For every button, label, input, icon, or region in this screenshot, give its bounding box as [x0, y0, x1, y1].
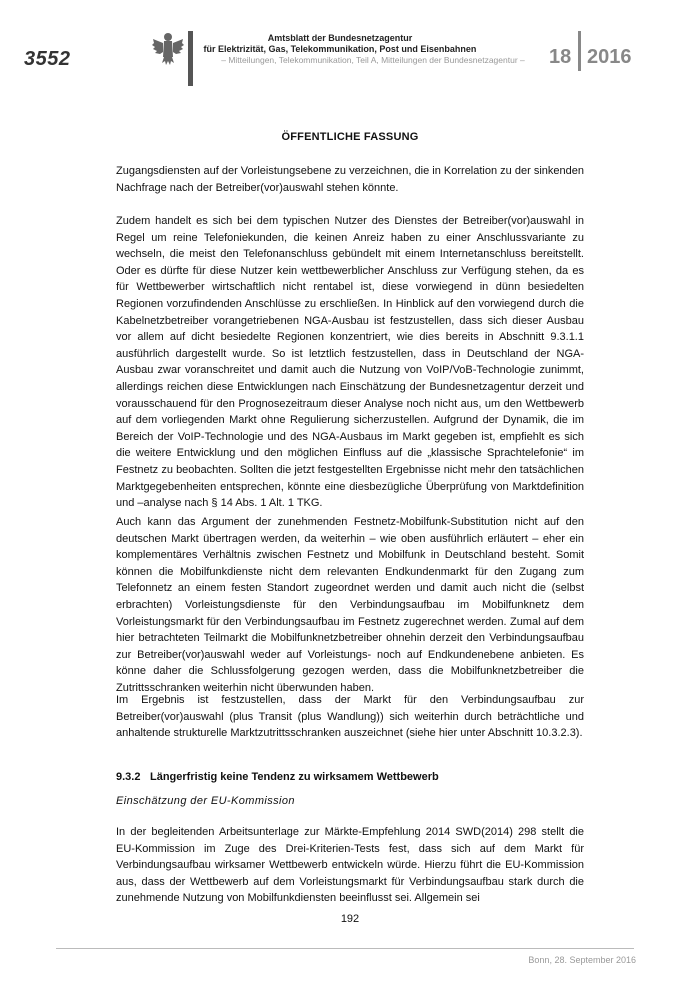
issue-year: 2016: [587, 46, 632, 68]
paragraph: In der begleitenden Arbeitsunterlage zur Märkte-Empfehlung 2014 SWD(2014) 298 stellt die EU-Kommission im Zuge des Drei-Kriterien-Tests fest, dass sich auf dem Markt für Verbindungsaufbau wirksamer Wettbewerb entwickeln würde. Hierzu führt die EU-Kommission aus, dass der Wettbewerb auf dem Vorleistungsmarkt für Verbindungsaufbau stark durch die zunehmende Nutzung von Mobilfunkdiensten beeinflusst sei. Allgemein sei: [116, 826, 584, 905]
section-number: 9.3.2: [116, 771, 141, 783]
subsection-heading: Einschätzung der EU-Kommission: [116, 795, 295, 807]
header-divider: [188, 31, 193, 86]
section-title: Längerfristig keine Tendenz zu wirksamem Wettbewerb: [150, 771, 439, 783]
document-heading: ÖFFENTLICHE FASSUNG: [281, 131, 419, 143]
publication-section: – Mitteilungen, Telekommunikation, Teil A, Mitteilungen der Bundesnetzagentur –: [221, 55, 525, 65]
paragraph: Im Ergebnis ist festzustellen, dass der Markt für den Verbindungsaufbau zur Betreiber(vor)auswahl (plus Transit (plus Wandlung)) sich weiterhin durch beträchtliche und anhaltende strukturelle Marktzutrittsschranken auszeichnet (siehe hier unter Abschnitt 10.3.2.3).: [116, 694, 584, 740]
footer-date: Bonn, 28. September 2016: [528, 955, 636, 965]
footer-page-number: 192: [340, 913, 360, 925]
page-number: 3552: [24, 48, 71, 70]
issue-number: 18: [549, 46, 572, 68]
federal-eagle-icon: [150, 30, 186, 68]
issue-divider: [578, 31, 581, 71]
section-heading: [116, 771, 439, 783]
publication-title: Amtsblatt der Bundesnetzagentur: [267, 33, 413, 43]
publication-subtitle: für Elektrizität, Gas, Telekommunikation, Post und Eisenbahnen: [203, 44, 477, 54]
paragraph: Auch kann das Argument der zunehmenden Festnetz-Mobilfunk-Substitution nicht auf den deutschen Markt übertragen werden, da weiterhin – wie oben ausführlich erläutert – eher ein komplementäres Verhältnis zwischen Festnetz und Mobilfunk in Deutschland besteht. Somit können die Mobilfunkdienste nicht dem relevanten Endkundenmarkt für den Zugang zum Telefonnetz an einem festen Standort zugeordnet werden und damit auch nicht die (selbst erbrachten) Vorleistungsdienste für den Verbindungsaufbau im Mobilfunknetz dem Vorleistungsmarkt für den Verbindungsaufbau im Festnetz zugerechnet werden. Zumal auf dem hier betrachteten Teilmarkt die Mobilfunknetzbetreiber ohnehin derzeit den Verbindungsaufbau zur Betreiber(vor)auswahl weder auf Vorleistungs- noch auf Endkundenebene anbieten. Es könne daher die Schlussfolgerung gezogen werden, dass die Mobilfunknetzbetreiber die Zutrittsschranken weiterhin nicht überwunden haben.: [116, 516, 584, 694]
footer-divider: [56, 948, 634, 949]
paragraph: Zudem handelt es sich bei dem typischen Nutzer des Dienstes der Betreiber(vor)auswahl in Regel um reine Telefoniekunden, die keinen Anreiz haben zu einer Anschlussvariante zu wechseln, die meist den Telefonanschluss gebündelt mit einem Internetanschluss bereitstellt. Oder es dürfte für diese Nutzer kein wettbewerblicher Anschluss zur Verfügung stehen, da es für Wettbewerber wirtschaftlich nicht rentabel ist, diese vorwiegend in dünn besiedelten Regionen vorzufindenden Anschlüsse zu erschließen. In Hinblick auf den vorwiegend durch die Kabelnetzbetreiber vorangetriebenen NGA-Ausbau ist festzustellen, dass sich dieser Ausbau vor allem auf dicht besiedelte Regionen konzentriert, wie dies bereits in Abschnitt 9.3.1.1 ausführlich dargestellt wurde. So ist letztlich festzustellen, dass in Deutschland der NGA-Ausbau zwar voranschreitet und damit auch die Nutzung von VoIP/VoB-Technologie zunimmt, allerdings reichen diese Entwicklungen nach Einschätzung der Bundesnetzagentur derzeit und vorausschauend für den Prognosezeitraum dieser Analyse noch nicht aus, um den Wettbewerb auf dem vorliegenden Markt ohne Regulierung sicherzustellen. Aufgrund der Dynamik, die im Bereich der VoIP-Technologie und des NGA-Ausbaus im Markt gegeben ist, empfiehlt es sich die weitere Entwicklung und den möglichen Einfluss auf die „klassische Sprachtelefonie“ im Festnetz zu beobachten. Sollten die jetzt festgestellten Ergebnisse nicht mehr den tatsächlichen Marktgegebenheiten entsprechen, könnte eine diesbezügliche Überprüfung von Marktdefinition und –analyse nach § 14 Abs. 1 Alt. 1 TKG.: [116, 215, 584, 510]
paragraph: Zugangsdiensten auf der Vorleistungsebene zu verzeichnen, die in Korrelation zu der sinkenden Nachfrage nach der Betreiber(vor)auswahl stehen könnte.: [116, 165, 584, 194]
